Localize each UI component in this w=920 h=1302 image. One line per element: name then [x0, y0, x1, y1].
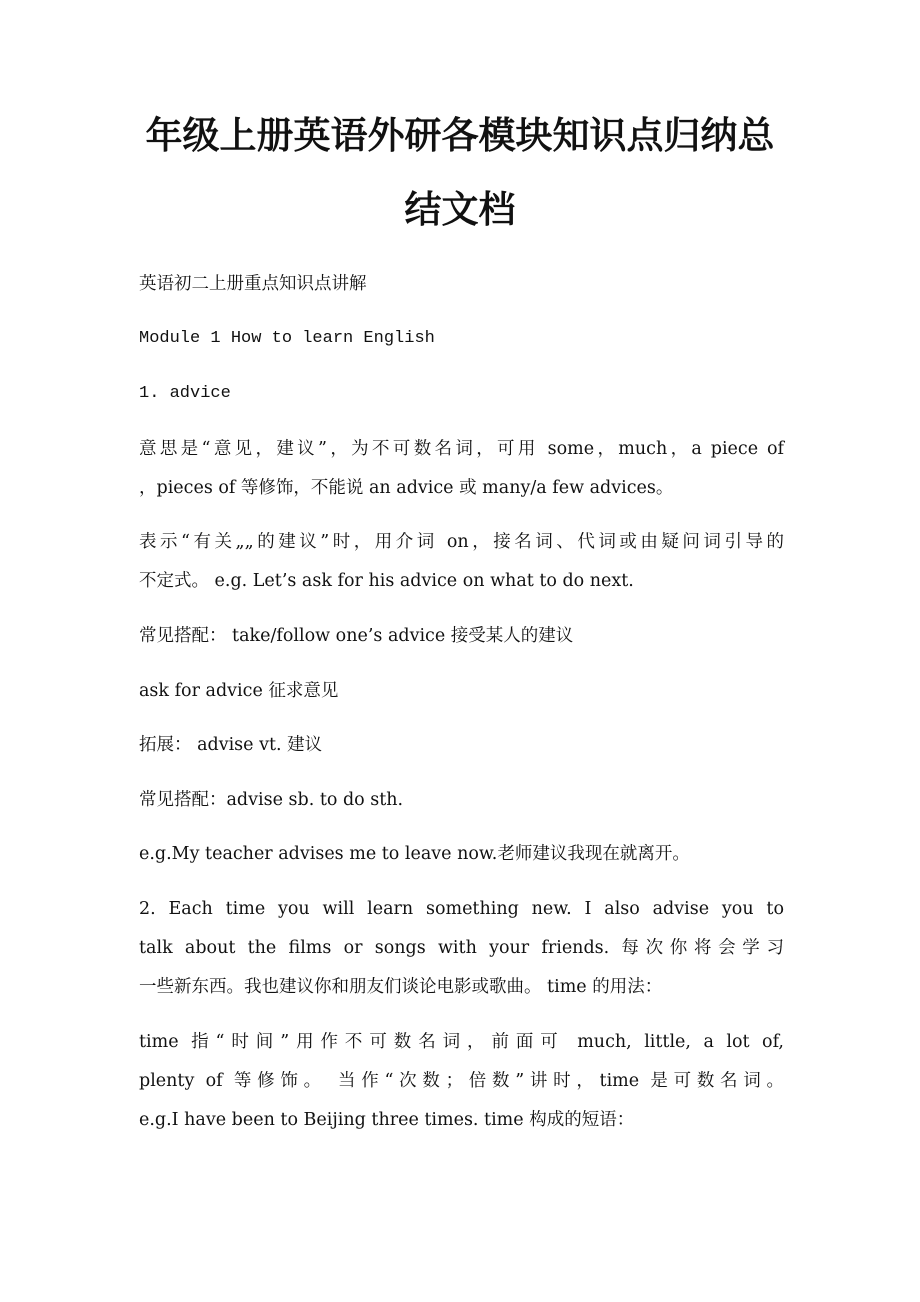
- paragraph-line: 不定式。 e.g. Let’s ask for his advice on what to do next.: [139, 571, 634, 591]
- paragraph-line: 常见搭配：advise sb. to do sth.: [139, 790, 404, 810]
- item-heading-advice: 1. advice: [139, 384, 231, 403]
- document-title-line-1: 年级上册英语外研各模块知识点归纳总: [145, 114, 775, 157]
- paragraph-line: e.g.My teacher advises me to leave now.老师建议我现在就离开。: [139, 844, 690, 864]
- paragraph-line: ，pieces of 等修饰，不能说 an advice 或 many/a few advices。: [139, 478, 674, 498]
- paragraph-line: 拓展： advise vt. 建议: [139, 735, 323, 755]
- paragraph-line: e.g.I have been to Beijing three times. time 构成的短语：: [139, 1110, 635, 1130]
- paragraph-line: 2. Each time you will learn something new. I also advise you to: [139, 899, 784, 919]
- section-heading: 英语初二上册重点知识点讲解: [139, 274, 367, 294]
- paragraph-line: ask for advice 征求意见: [139, 681, 339, 701]
- paragraph-line: 意思是“意见，建议”，为不可数名词，可用 some，much，a piece of: [139, 439, 784, 459]
- paragraph-line: 一些新东西。我也建议你和朋友们谈论电影或歌曲。 time 的用法：: [139, 977, 663, 997]
- paragraph-line: time 指“时间”用作不可数名词，前面可 much, little, a lot of,: [139, 1032, 784, 1052]
- paragraph-line: 常见搭配： take/follow one’s advice 接受某人的建议: [139, 626, 574, 646]
- paragraph-line: 表示“有关„„的建议”时，用介词 on，接名词、代词或由疑问词引导的: [139, 532, 784, 552]
- module-heading: Module 1 How to learn English: [139, 329, 435, 348]
- paragraph-line: talk about the films or songs with your friends. 每次你将会学习: [139, 938, 784, 958]
- document-title-line-2: 结文档: [404, 188, 516, 231]
- paragraph-line: plenty of 等修饰。 当作“次数；倍数”讲时，time 是可数名词。: [139, 1071, 784, 1091]
